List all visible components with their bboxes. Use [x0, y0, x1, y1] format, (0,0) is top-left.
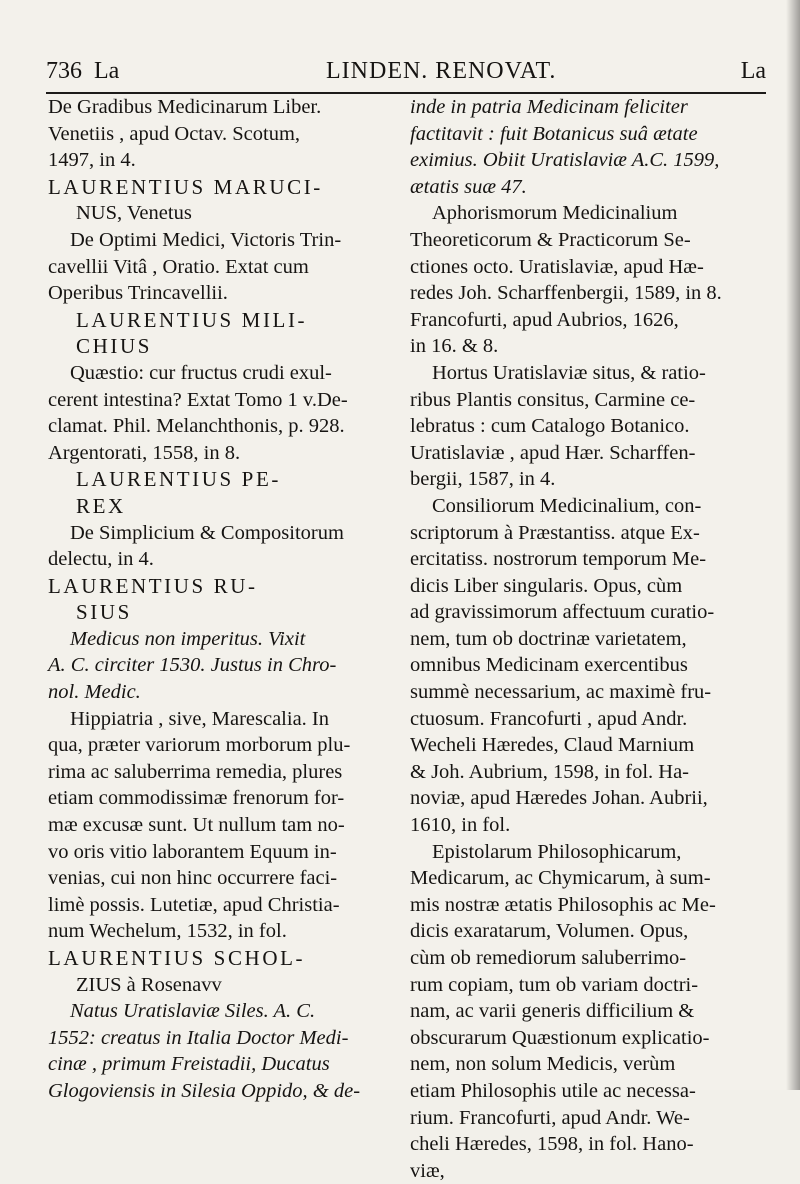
- text-line: inde in patria Medicinam feliciter: [410, 96, 688, 118]
- left-headword: La: [94, 58, 120, 84]
- text-line: Argentorati, 1558, in 8.: [48, 441, 241, 464]
- text-line: limè possis. Lutetiæ, apud Christia-: [48, 893, 340, 916]
- text-line: cinæ , primum Freistadii, Ducatus: [48, 1053, 330, 1076]
- text-line: etiam Philosophis utile ac necessa-: [410, 1079, 696, 1102]
- text-line: Hippiatria , sive, Marescalia. In: [70, 707, 330, 730]
- text-line: eximius. Obiit Uratislaviæ A.C. 1599,: [410, 149, 720, 172]
- text-line: noviæ, apud Hæredes Johan. Aubrii,: [410, 787, 708, 810]
- text-line: nem, non solum Medicis, verùm: [410, 1053, 676, 1076]
- text-line: factitavit : fuit Botanicus suâ ætate: [410, 122, 698, 145]
- text-line: nam, ac varii generis difficilium &: [410, 1000, 695, 1023]
- text-line: Medicarum, ac Chymicarum, à sum-: [410, 867, 711, 890]
- text-line: Aphorismorum Medicinalium: [432, 202, 678, 225]
- text-line: bergii, 1587, in 4.: [410, 468, 556, 491]
- text-line: LAURENTIUS MILI-: [76, 307, 308, 332]
- text-line: cùm ob remediorum saluberrimo-: [410, 947, 687, 969]
- text-line: ctiones octo. Uratislaviæ, apud Hæ-: [410, 255, 704, 278]
- text-line: ctuosum. Francofurti , apud Andr.: [410, 707, 688, 730]
- text-line: qua, præter variorum morborum plu-: [48, 734, 351, 757]
- text-line: cavellii Vitâ , Oratio. Extat cum: [48, 255, 309, 278]
- text-line: REX: [76, 493, 126, 518]
- text-line: ad gravissimorum affectuum curatio-: [410, 601, 715, 624]
- text-line: dicis exaratarum, Volumen. Opus,: [410, 920, 689, 943]
- text-line: De Simplicium & Compositorum: [70, 521, 344, 544]
- text-line: lebratus : cum Catalogo Botanico.: [410, 415, 690, 438]
- text-line: Epistolarum Philosophicarum,: [432, 840, 682, 863]
- text-line: Venetiis , apud Octav. Scotum,: [48, 122, 301, 145]
- text-line: omnibus Medicinam exercentibus: [410, 654, 688, 677]
- page-number: 736: [46, 58, 82, 84]
- text-line: LAURENTIUS RU-: [48, 573, 258, 598]
- text-line: mis nostræ ætatis Philosophis ac Me-: [410, 893, 716, 916]
- text-line: De Gradibus Medicinarum Liber.: [48, 96, 322, 118]
- right-headword: La: [740, 58, 766, 84]
- text-line: rum copiam, tum ob variam doctri-: [410, 973, 699, 996]
- text-line: LAURENTIUS SCHOL-: [48, 946, 306, 970]
- text-line: mæ excusæ sunt. Ut nullum tam no-: [48, 814, 345, 837]
- text-line: clamat. Phil. Melanchthonis, p. 928.: [48, 415, 345, 438]
- text-line: Operibus Trincavellii.: [48, 282, 228, 305]
- text-line: Natus Uratislaviæ Siles. A. C.: [70, 1000, 316, 1023]
- text-line: cheli Hæredes, 1598, in fol. Hano-: [410, 1133, 694, 1156]
- text-line: num Wechelum, 1532, in fol.: [48, 920, 287, 943]
- text-line: ætatis suæ 47.: [410, 175, 527, 198]
- text-line: nem, tum ob doctrinæ varietatem,: [410, 627, 687, 650]
- left-text-column: [48, 94, 400, 1105]
- text-line: LAURENTIUS MARUCI-: [48, 174, 323, 199]
- text-line: redes Joh. Scharffenbergii, 1589, in 8.: [410, 282, 722, 305]
- text-line: ZIUS à Rosenavv: [76, 973, 222, 996]
- text-line: SIUS: [76, 600, 132, 625]
- text-line: Quæstio: cur fructus crudi exul-: [70, 361, 332, 384]
- text-line: obscurarum Quæstionum explicatio-: [410, 1026, 710, 1049]
- page-edge-shadow: [786, 0, 800, 1090]
- text-line: vo oris vitio laborantem Equum in-: [48, 840, 337, 863]
- text-line: in 16. & 8.: [410, 335, 499, 358]
- text-line: dicis Liber singularis. Opus, cùm: [410, 574, 683, 597]
- text-line: venias, cui non hinc occurrere faci-: [48, 867, 338, 890]
- running-title: LINDEN. RENOVAT.: [326, 58, 557, 84]
- text-line: CHIUS: [76, 334, 153, 359]
- text-line: rium. Francofurti, apud Andr. We-: [410, 1106, 690, 1129]
- text-line: Medicus non imperitus. Vixit: [70, 627, 306, 650]
- text-line: & Joh. Aubrium, 1598, in fol. Ha-: [410, 760, 690, 783]
- text-line: Hortus Uratislaviæ situs, & ratio-: [432, 361, 706, 384]
- text-line: Uratislaviæ , apud Hær. Scharffen-: [410, 441, 696, 464]
- text-line: 1497, in 4.: [48, 149, 136, 172]
- text-line: ercitatiss. nostrorum temporum Me-: [410, 548, 707, 571]
- text-line: nol. Medic.: [48, 681, 141, 704]
- running-header: [46, 58, 766, 90]
- text-line: NUS, Venetus: [76, 202, 192, 225]
- text-line: etiam commodissimæ frenorum for-: [48, 787, 345, 810]
- text-line: De Optimi Medici, Victoris Trin-: [70, 228, 342, 251]
- text-line: cerent intestina? Extat Tomo 1 v.De-: [48, 388, 348, 411]
- page-number-and-left-headword: [46, 58, 119, 85]
- text-line: Francofurti, apud Aubrios, 1626,: [410, 308, 679, 331]
- text-line: Theoreticorum & Practicorum Se-: [410, 228, 691, 251]
- text-line: delectu, in 4.: [48, 548, 154, 571]
- text-line: summè necessarium, ac maximè fru-: [410, 681, 712, 704]
- right-text-column: [410, 94, 766, 1184]
- text-line: viæ,: [410, 1159, 445, 1182]
- text-line: Consiliorum Medicinalium, con-: [432, 494, 702, 517]
- text-line: LAURENTIUS PE-: [76, 467, 281, 492]
- text-line: A. C. circiter 1530. Justus in Chro-: [48, 654, 337, 677]
- text-line: 1552: creatus in Italia Doctor Medi-: [48, 1026, 349, 1049]
- text-line: 1610, in fol.: [410, 814, 511, 837]
- text-line: ribus Plantis consitus, Carmine ce-: [410, 388, 696, 411]
- text-line: Glogoviensis in Silesia Oppido, & de-: [48, 1079, 361, 1102]
- text-line: scriptorum à Præstantiss. atque Ex-: [410, 521, 700, 544]
- text-line: rima ac saluberrima remedia, plures: [48, 760, 343, 783]
- text-line: Wecheli Hæredes, Claud Marnium: [410, 734, 695, 757]
